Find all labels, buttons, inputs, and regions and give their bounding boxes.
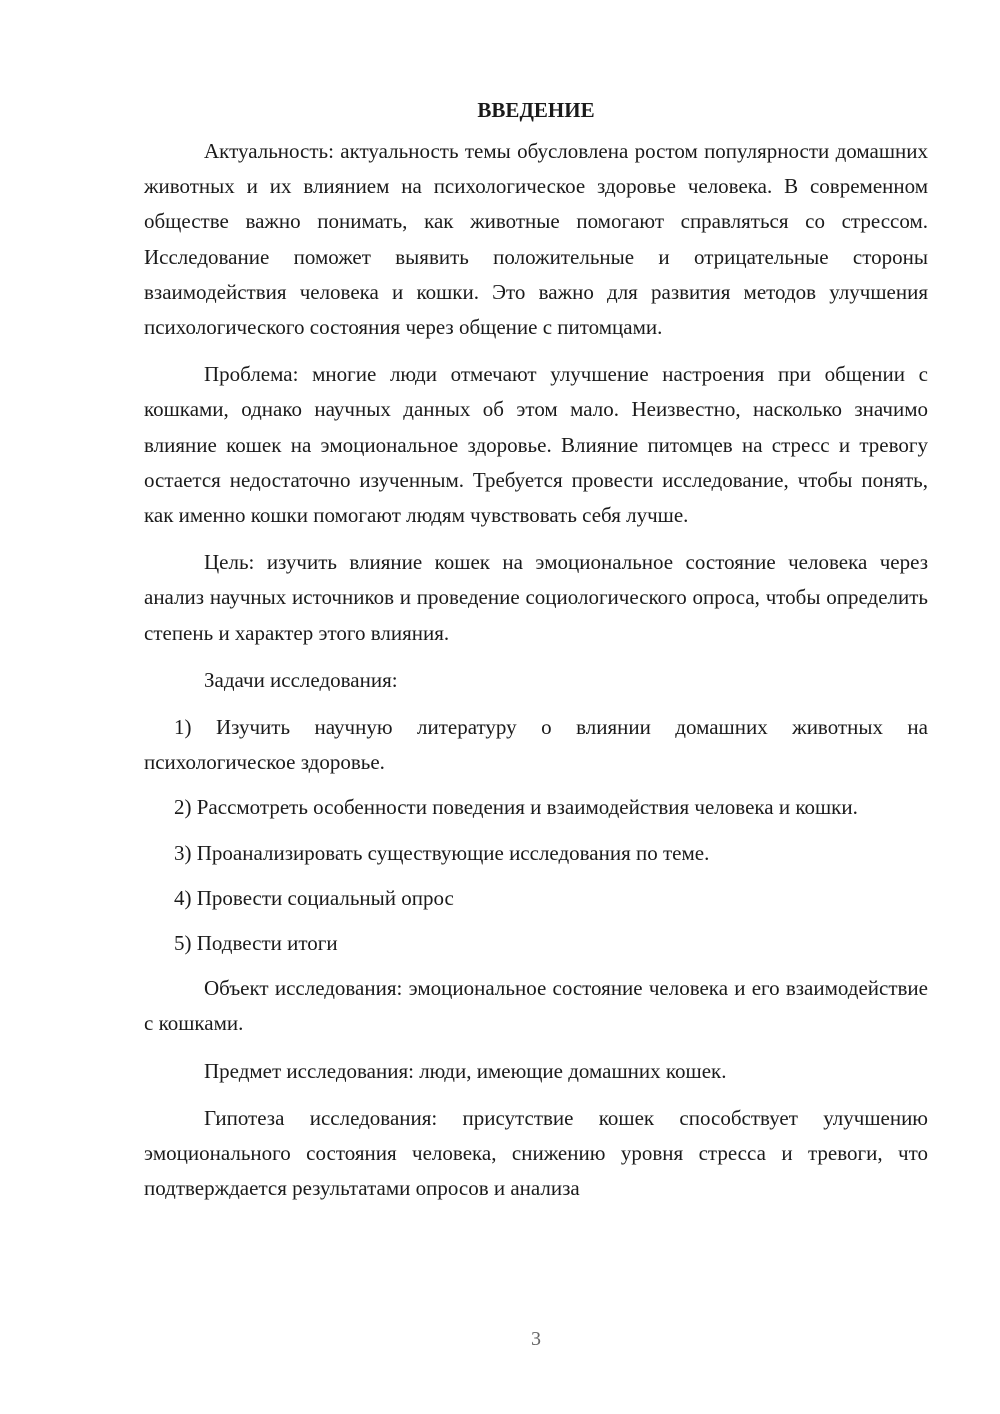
page-number: 3 [531, 1328, 541, 1350]
task-item-1: 1) Изучить научную литературу о влиянии домашних животных на психологическое здоровье. [144, 715, 928, 775]
task-item-3: 3) Проанализировать существующие исследования по теме. [174, 840, 710, 865]
document-title: ВВЕДЕНИЕ [477, 98, 595, 122]
document-page [144, 96, 928, 1218]
task-item-5: 5) Подвести итоги [174, 931, 338, 956]
paragraph-subject: Предмет исследования: люди, имеющие домашних кошек. [204, 1058, 727, 1083]
task-item-4: 4) Провести социальный опрос [174, 885, 454, 910]
paragraph-hypothesis: Гипотеза исследования: присутствие кошек способствует улучшению эмоционального состояния человека, снижению уровня стресса и тревоги, что подтверждается результатами опросов и анализа [144, 1105, 928, 1201]
paragraph-problem: Проблема: многие люди отмечают улучшение настроения при общении с кошками, однако научных данных об этом мало. Неизвестно, насколько значимо влияние кошек на эмоциональное здоровье. Влияние питомцев на стресс и тревогу остается недостаточно изученным. Требуется провести исследование, чтобы понять, как именно кошки помогают людям чувствовать себя лучше. [144, 362, 928, 528]
paragraph-goal: Цель: изучить влияние кошек на эмоциональное состояние человека через анализ научных источников и проведение социологического опроса, чтобы определить степень и характер этого влияния. [144, 550, 928, 645]
tasks-heading: Задачи исследования: [204, 667, 398, 692]
paragraph-object: Объект исследования: эмоциональное состояние человека и его взаимодействие с кошками. [144, 976, 928, 1036]
paragraph-relevance: Актуальность: актуальность темы обусловлена ростом популярности домашних животных и их влиянием на психологическое здоровье человека. В современном обществе важно понимать, как животные помогают справляться со стрессом. Исследование поможет выявить положительные и отрицательные стороны взаимодействия человека и кошки. Это важно для развития методов улучшения психологического состояния через общение с питомцами. [144, 139, 928, 340]
task-item-2: 2) Рассмотреть особенности поведения и взаимодействия человека и кошки. [174, 795, 858, 820]
